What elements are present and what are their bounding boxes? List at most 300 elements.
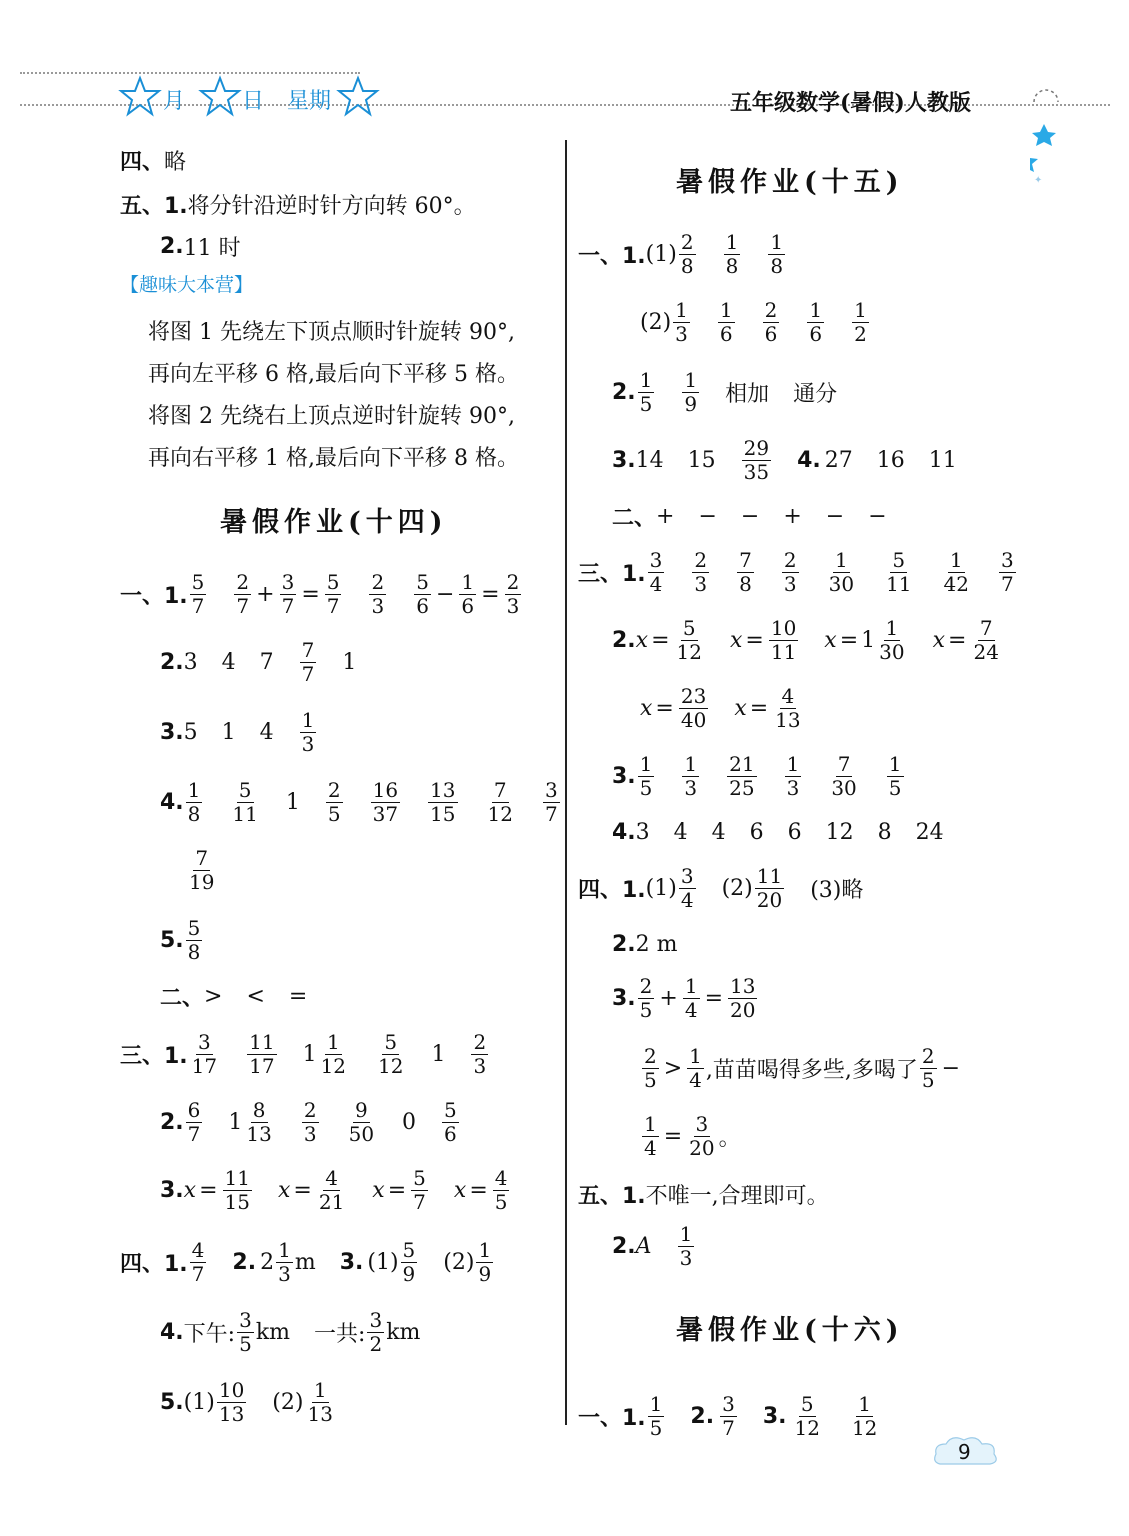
denominator: 3 bbox=[783, 571, 797, 596]
sub-label: 3. bbox=[339, 1249, 364, 1275]
numerator: 1 bbox=[858, 1391, 872, 1416]
denominator: 21 bbox=[318, 1189, 345, 1214]
denominator: 25 bbox=[729, 775, 755, 800]
numerator: 2 bbox=[680, 229, 694, 254]
denominator: 6 bbox=[809, 321, 823, 346]
fraction bbox=[190, 571, 207, 618]
star-icon bbox=[339, 78, 377, 114]
answer-text: + bbox=[783, 503, 802, 529]
answer-item bbox=[646, 1179, 829, 1210]
fraction bbox=[186, 779, 203, 826]
text-line bbox=[120, 186, 476, 222]
answer-text: < bbox=[246, 983, 265, 1009]
answer-item bbox=[345, 1099, 378, 1146]
fraction bbox=[376, 1031, 405, 1078]
fraction bbox=[884, 549, 913, 596]
answer-item bbox=[933, 617, 1003, 664]
answer-row bbox=[160, 1300, 420, 1364]
fraction bbox=[326, 779, 343, 826]
section-title-15: 暑假作业(十五) bbox=[676, 167, 904, 198]
answer-item bbox=[636, 932, 678, 957]
fraction bbox=[505, 571, 522, 618]
variable: x bbox=[734, 695, 747, 721]
answer-item bbox=[674, 820, 688, 845]
question-label: 五、1. bbox=[120, 193, 188, 219]
numerator: 1 bbox=[679, 1221, 693, 1246]
answer-item bbox=[289, 984, 307, 1009]
numerator: 16 bbox=[372, 777, 399, 802]
answer-row bbox=[612, 360, 837, 424]
denominator: 3 bbox=[506, 593, 520, 618]
denominator: 5 bbox=[649, 1415, 663, 1440]
numerator: 2 bbox=[644, 1043, 657, 1068]
denominator: 19 bbox=[189, 869, 215, 894]
answer-item bbox=[412, 571, 523, 618]
fraction bbox=[755, 865, 784, 912]
numerator: 1 bbox=[949, 547, 963, 572]
numerator: 2 bbox=[236, 569, 250, 594]
question-label: 4. bbox=[160, 789, 184, 815]
question-label: 四、 bbox=[120, 149, 165, 175]
fraction bbox=[187, 847, 216, 894]
fraction bbox=[217, 1379, 246, 1426]
fraction bbox=[237, 1309, 254, 1356]
numerator: 1 bbox=[888, 751, 902, 776]
denominator: 5 bbox=[327, 801, 341, 826]
fraction bbox=[673, 299, 690, 346]
question-label: 一、1. bbox=[120, 583, 188, 609]
answer-row bbox=[612, 608, 1003, 672]
answer-item bbox=[185, 847, 218, 894]
answer-row bbox=[640, 1104, 741, 1168]
fraction bbox=[411, 1167, 428, 1214]
fraction bbox=[186, 917, 203, 964]
denominator: 7 bbox=[187, 1121, 201, 1146]
denominator: 15 bbox=[430, 801, 456, 826]
numerator: 1 bbox=[478, 1237, 492, 1262]
answer-item bbox=[222, 720, 236, 745]
operator: = bbox=[749, 695, 769, 721]
answer-item bbox=[440, 1099, 461, 1146]
fraction bbox=[317, 1167, 346, 1214]
answer-item bbox=[188, 571, 209, 618]
small-star-icon: ✦ bbox=[1034, 175, 1043, 186]
numerator: 1 bbox=[639, 751, 653, 776]
numerator: 1 bbox=[639, 367, 653, 392]
variable: x bbox=[277, 1177, 291, 1203]
answer-item bbox=[868, 504, 886, 529]
answer-text: ,苗苗喝得多些,多喝了 bbox=[705, 1057, 918, 1083]
fraction bbox=[186, 1099, 203, 1146]
answer-text: 6 bbox=[787, 819, 802, 845]
denominator: 9 bbox=[684, 391, 698, 416]
fraction bbox=[687, 1045, 704, 1092]
fraction bbox=[190, 1239, 207, 1286]
answer-item bbox=[245, 1031, 278, 1078]
fraction bbox=[300, 639, 317, 686]
question-label: 3. bbox=[160, 1177, 184, 1203]
numerator: 5 bbox=[384, 1029, 398, 1054]
numerator: 13 bbox=[730, 973, 756, 998]
answer-item bbox=[698, 504, 716, 529]
question-label: 五、1. bbox=[578, 1183, 646, 1209]
denominator: 8 bbox=[187, 939, 201, 964]
answer-item bbox=[636, 1234, 652, 1259]
operator: = bbox=[839, 627, 859, 653]
answer-text: 略 bbox=[164, 149, 187, 175]
denominator: 4 bbox=[689, 1067, 702, 1092]
fraction bbox=[718, 299, 735, 346]
fraction bbox=[877, 617, 906, 664]
denominator: 8 bbox=[770, 253, 784, 278]
question-label: 二、 bbox=[612, 505, 657, 531]
answer-text: 4 bbox=[673, 819, 688, 845]
answer-row bbox=[160, 964, 307, 1028]
fraction bbox=[234, 571, 251, 618]
fraction bbox=[325, 571, 342, 618]
fraction bbox=[692, 549, 709, 596]
answer-item bbox=[690, 1393, 738, 1440]
operator: = bbox=[745, 627, 764, 653]
denominator: 5 bbox=[639, 391, 653, 416]
denominator: 3 bbox=[473, 1053, 487, 1078]
numerator: 1 bbox=[649, 1391, 663, 1416]
numerator: 3 bbox=[680, 863, 694, 888]
fraction bbox=[724, 231, 741, 278]
denominator: 11 bbox=[232, 801, 258, 826]
answer-row bbox=[612, 744, 906, 808]
answer-text: 不唯一,合理即可。 bbox=[645, 1183, 829, 1209]
answer-item bbox=[184, 779, 205, 826]
question-label: 2. bbox=[612, 1233, 636, 1259]
answer-text: 8 bbox=[877, 819, 892, 845]
variable: x bbox=[729, 627, 743, 653]
answer-item bbox=[314, 1309, 420, 1356]
answer-item bbox=[402, 1110, 416, 1135]
denominator: 3 bbox=[675, 321, 688, 346]
fraction bbox=[971, 617, 1000, 664]
variable: x bbox=[824, 627, 837, 653]
fraction bbox=[675, 617, 704, 664]
answer-text: 相加 bbox=[725, 381, 770, 407]
answer-text: 3 bbox=[183, 649, 198, 675]
fraction bbox=[763, 299, 780, 346]
denominator: 11 bbox=[886, 571, 912, 596]
answer-row bbox=[160, 1090, 461, 1154]
answer-item bbox=[184, 1379, 249, 1426]
answer-item bbox=[232, 1239, 315, 1286]
numerator: 5 bbox=[326, 569, 340, 594]
answer-item bbox=[824, 617, 908, 664]
fraction bbox=[679, 231, 696, 278]
answer-row bbox=[120, 562, 523, 626]
answer-item bbox=[278, 1167, 348, 1214]
denominator: 3 bbox=[301, 731, 315, 756]
denominator: 15 bbox=[224, 1189, 250, 1214]
answer-text: 27 bbox=[824, 447, 853, 473]
answer-item bbox=[688, 448, 716, 473]
answer-text: (1) bbox=[645, 241, 677, 267]
numerator: 1 bbox=[725, 229, 739, 254]
denominator: 12 bbox=[851, 1415, 878, 1440]
operator: + bbox=[659, 985, 678, 1011]
numerator: 4 bbox=[494, 1165, 508, 1190]
answer-item bbox=[367, 571, 388, 618]
answer-text: 1 bbox=[302, 1041, 317, 1067]
question-label: 2. bbox=[160, 649, 184, 675]
numerator: 1 bbox=[770, 229, 784, 254]
answer-text: 1 bbox=[221, 719, 236, 745]
answer-item bbox=[797, 448, 853, 473]
fraction bbox=[300, 709, 317, 756]
operator: = bbox=[387, 1177, 407, 1203]
numerator: 10 bbox=[218, 1377, 245, 1402]
denominator: 7 bbox=[544, 801, 558, 826]
numerator: 3 bbox=[198, 1029, 211, 1054]
answer-item bbox=[783, 504, 801, 529]
question-label: 2. bbox=[612, 627, 636, 653]
denominator: 12 bbox=[676, 639, 702, 664]
answer-item bbox=[228, 1099, 275, 1146]
fraction bbox=[190, 1031, 219, 1078]
answer-text: (2) bbox=[272, 1389, 304, 1415]
answer-text: 。 bbox=[718, 1125, 741, 1151]
answer-text: 6 bbox=[749, 819, 764, 845]
question-label: 2. bbox=[612, 931, 636, 957]
denominator: 13 bbox=[218, 1401, 245, 1426]
denominator: 4 bbox=[680, 887, 694, 912]
numerator: 1 bbox=[461, 569, 475, 594]
numerator: 1 bbox=[644, 1111, 657, 1136]
answer-text: − bbox=[698, 503, 717, 529]
denominator: 11 bbox=[770, 639, 797, 664]
answer-text: 2 m bbox=[635, 931, 678, 957]
answer-text: 15 bbox=[687, 447, 716, 473]
fraction bbox=[999, 549, 1016, 596]
question-label: 3. bbox=[612, 985, 636, 1011]
fraction bbox=[682, 369, 699, 416]
numerator: 3 bbox=[1000, 547, 1014, 572]
variable: x bbox=[453, 1177, 467, 1203]
answer-item bbox=[735, 549, 756, 596]
answer-item bbox=[636, 753, 657, 800]
section-title-14: 暑假作业(十四) bbox=[220, 507, 448, 538]
operator: = bbox=[655, 695, 674, 721]
question-label: 四、1. bbox=[120, 1251, 188, 1277]
answer-item bbox=[722, 865, 787, 912]
denominator: 5 bbox=[888, 775, 902, 800]
operator: = bbox=[651, 627, 670, 653]
answer-item bbox=[636, 820, 650, 845]
question-label: 3. bbox=[160, 719, 184, 745]
answer-text: 1 bbox=[228, 1109, 243, 1135]
numerator: 7 bbox=[739, 547, 752, 572]
question-label: 2. bbox=[160, 1109, 184, 1135]
answer-item bbox=[184, 1167, 254, 1214]
answer-row bbox=[185, 838, 218, 902]
numerator: 9 bbox=[354, 1097, 368, 1122]
numerator: 5 bbox=[187, 915, 201, 940]
answer-row bbox=[160, 1370, 337, 1434]
variable: x bbox=[635, 627, 649, 653]
answer-item bbox=[260, 720, 274, 745]
denominator: 8 bbox=[187, 801, 201, 826]
numerator: 1 bbox=[834, 547, 848, 572]
answer-text: 4 bbox=[221, 649, 236, 675]
numerator: 3 bbox=[281, 569, 295, 594]
sub-label: 2. bbox=[232, 1249, 257, 1275]
fraction bbox=[648, 549, 665, 596]
answer-item bbox=[184, 917, 205, 964]
answer-item bbox=[997, 549, 1018, 596]
fraction bbox=[347, 1099, 376, 1146]
answer-text: km bbox=[386, 1319, 421, 1345]
numerator: 1 bbox=[689, 1043, 702, 1068]
fraction bbox=[728, 975, 757, 1022]
denominator: 30 bbox=[879, 639, 905, 664]
answer-item bbox=[372, 1167, 430, 1214]
star-icon bbox=[201, 78, 239, 114]
fraction bbox=[679, 685, 708, 732]
fraction bbox=[642, 1113, 659, 1160]
answer-item bbox=[272, 1379, 337, 1426]
numerator: 23 bbox=[680, 683, 707, 708]
answer-item bbox=[690, 549, 711, 596]
denominator: 7 bbox=[326, 593, 340, 618]
numerator: 5 bbox=[682, 615, 696, 640]
denominator: 7 bbox=[301, 661, 315, 686]
answer-item bbox=[730, 617, 800, 664]
denominator: 4 bbox=[644, 1135, 657, 1160]
denominator: 8 bbox=[725, 253, 739, 278]
page-number: 9 bbox=[958, 1440, 971, 1464]
numerator: 7 bbox=[979, 615, 993, 640]
answer-item bbox=[805, 299, 826, 346]
fraction bbox=[683, 975, 700, 1022]
denominator: 6 bbox=[416, 593, 429, 618]
answer-row bbox=[640, 290, 871, 354]
denominator: 20 bbox=[756, 887, 783, 912]
answer-text: 5 bbox=[183, 719, 198, 745]
numerator: 1 bbox=[786, 751, 800, 776]
sub-label: 3. bbox=[762, 1403, 787, 1429]
answer-text: (2) bbox=[443, 1249, 475, 1275]
answer-text: 7 bbox=[259, 649, 274, 675]
denominator: 9 bbox=[478, 1261, 492, 1286]
answer-item bbox=[222, 650, 236, 675]
fraction bbox=[244, 1099, 273, 1146]
denominator: 3 bbox=[278, 1261, 291, 1286]
fun-section-badge: 【趣味大本营】 bbox=[120, 274, 254, 296]
fun-line: 将图 2 先绕右上顶点逆时针旋转 90°, bbox=[148, 403, 515, 429]
fraction bbox=[679, 865, 696, 912]
numerator: 5 bbox=[416, 569, 429, 594]
answer-item bbox=[780, 549, 801, 596]
fraction bbox=[850, 1393, 879, 1440]
numerator: 6 bbox=[187, 1097, 201, 1122]
denominator: 6 bbox=[461, 593, 475, 618]
answer-row bbox=[640, 1036, 963, 1100]
answer-item bbox=[940, 549, 973, 596]
fraction bbox=[769, 617, 798, 664]
denominator: 5 bbox=[639, 775, 653, 800]
operator: > bbox=[663, 1055, 683, 1081]
answer-item bbox=[303, 1031, 350, 1078]
question-label: 2. bbox=[160, 233, 184, 259]
header-day: 日 bbox=[242, 89, 265, 114]
answer-item bbox=[740, 437, 773, 484]
denominator: 5 bbox=[239, 1331, 252, 1356]
answer-item bbox=[260, 650, 274, 675]
operator: − bbox=[941, 1055, 961, 1081]
fraction bbox=[302, 1099, 319, 1146]
fraction bbox=[305, 1379, 334, 1426]
fun-line: 再向左平移 6 格,最后向下平移 5 格。 bbox=[148, 361, 519, 387]
denominator: 3 bbox=[679, 1245, 693, 1270]
numerator: 1 bbox=[675, 297, 688, 322]
question-label: 3. bbox=[612, 763, 636, 789]
numerator: 2 bbox=[639, 973, 653, 998]
answer-item bbox=[443, 1239, 495, 1286]
answer-text: 4 bbox=[259, 719, 274, 745]
fraction bbox=[369, 571, 386, 618]
decor-stars bbox=[1030, 88, 1090, 188]
fraction bbox=[367, 1309, 384, 1356]
denominator: 7 bbox=[191, 1261, 205, 1286]
numerator: 1 bbox=[684, 367, 698, 392]
denominator: 12 bbox=[794, 1415, 820, 1440]
answer-item bbox=[850, 299, 871, 346]
answer-item bbox=[761, 299, 782, 346]
answer-text: > bbox=[204, 983, 223, 1009]
denominator: 30 bbox=[831, 775, 857, 800]
answer-text: 1 bbox=[342, 649, 357, 675]
numerator: 2 bbox=[764, 297, 778, 322]
answer-text: 11 bbox=[928, 447, 957, 473]
numerator: 29 bbox=[743, 435, 770, 460]
answer-row bbox=[612, 1214, 696, 1278]
numerator: 1 bbox=[854, 297, 867, 322]
numerator: 2 bbox=[506, 569, 520, 594]
answer-item bbox=[826, 504, 844, 529]
star-icon bbox=[1030, 150, 1038, 172]
answer-item bbox=[369, 779, 402, 826]
numerator: 1 bbox=[885, 615, 899, 640]
numerator: 2 bbox=[327, 777, 341, 802]
fraction bbox=[792, 1393, 821, 1440]
denominator: 24 bbox=[973, 639, 999, 664]
section-title-16: 暑假作业(十六) bbox=[676, 1315, 904, 1346]
answer-item bbox=[246, 984, 264, 1009]
fraction bbox=[476, 1239, 493, 1286]
answer-text: 1 bbox=[861, 627, 876, 653]
answer-row bbox=[578, 540, 1018, 604]
answer-text: − bbox=[868, 503, 887, 529]
answer-item bbox=[793, 377, 837, 408]
denominator: 7 bbox=[281, 593, 295, 618]
answer-item bbox=[636, 975, 760, 1022]
answer-item bbox=[298, 639, 319, 686]
answer-item bbox=[916, 820, 944, 845]
text-line bbox=[120, 142, 186, 178]
answer-text: (1) bbox=[183, 1389, 215, 1415]
answer-item bbox=[680, 369, 701, 416]
denominator: 7 bbox=[1000, 571, 1014, 596]
denominator: 2 bbox=[369, 1331, 383, 1356]
question-label: 5. bbox=[160, 1389, 184, 1415]
numerator: 11 bbox=[756, 863, 783, 888]
numerator: 1 bbox=[313, 1377, 327, 1402]
